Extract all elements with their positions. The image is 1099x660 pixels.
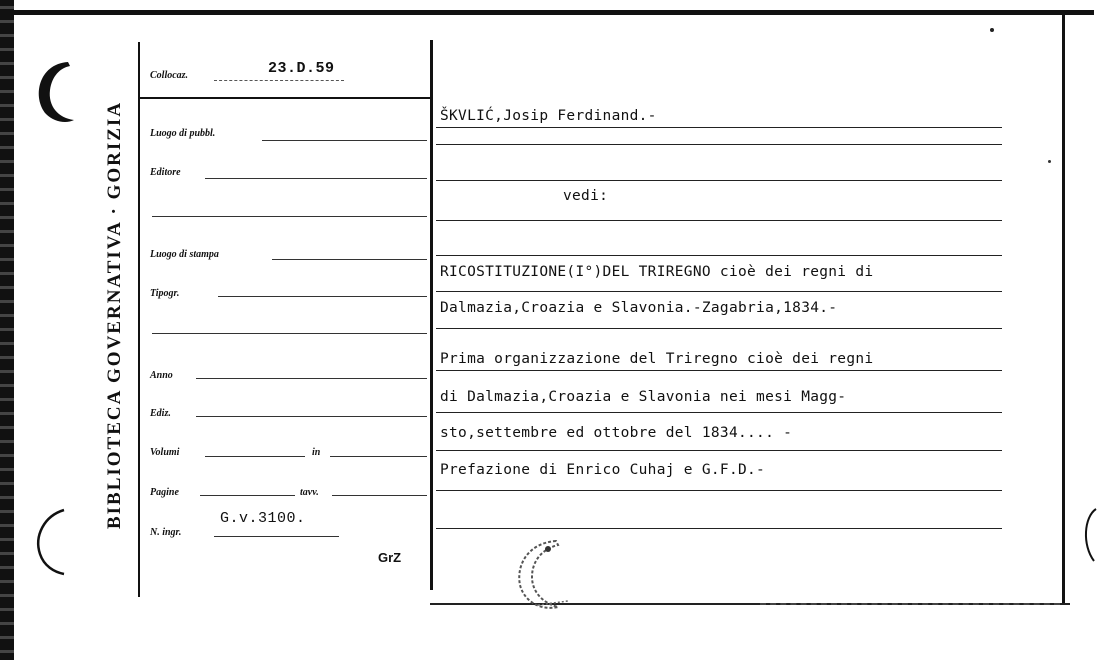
card-top-border — [14, 10, 1094, 15]
n-ingr-label: N. ingr. — [150, 527, 182, 538]
tipografia-label: Tipogr. — [150, 288, 180, 299]
tavv-line — [332, 495, 427, 496]
header-separator — [140, 97, 430, 99]
rule-1 — [436, 127, 1002, 128]
speck — [990, 28, 994, 32]
rule-10 — [436, 450, 1002, 451]
editore-label: Editore — [150, 167, 181, 178]
crescent-hook-bottom-icon — [26, 508, 76, 578]
entry-line-3: Prima organizzazione del Triregno cioè dei regni — [440, 351, 874, 367]
rule-3 — [436, 180, 1002, 181]
in-label: in — [312, 447, 321, 458]
rule-4 — [436, 220, 1002, 221]
entry-line-2: Dalmazia,Croazia e Slavonia.-Zagabria,1834.- — [440, 300, 838, 316]
volumi-line — [205, 456, 305, 457]
entry-line-5: sto,settembre ed ottobre del 1834.... - — [440, 425, 793, 441]
rule-6 — [436, 291, 1002, 292]
entry-line-4: di Dalmazia,Croazia e Slavonia nei mesi Magg- — [440, 389, 847, 405]
anno-label: Anno — [150, 370, 173, 381]
collocazione-label: Collocaz. — [150, 70, 189, 81]
speck — [1048, 160, 1051, 163]
tavv-label: tavv. — [300, 487, 319, 498]
card-right-border — [1062, 14, 1065, 604]
pagine-line — [200, 495, 295, 496]
rule-5 — [436, 255, 1002, 256]
n-ingr-line — [214, 536, 339, 537]
ediz-line — [196, 416, 427, 417]
pagine-label: Pagine — [150, 487, 179, 498]
rule-7 — [436, 328, 1002, 329]
crescent-hook-top-icon — [28, 58, 78, 128]
luogo-pubbl-label: Luogo di pubbl. — [150, 128, 216, 139]
luogo-pubbl-line — [262, 140, 427, 141]
volumi-label: Volumi — [150, 447, 180, 458]
bottom-dashed-edge — [760, 603, 1060, 605]
rule-11 — [436, 490, 1002, 491]
library-title: BIBLIOTECA GOVERNATIVA · GORIZIA — [104, 100, 125, 530]
tipografia-line — [218, 296, 427, 297]
in-line — [330, 456, 427, 457]
luogo-stampa-line — [272, 259, 427, 260]
left-column-divider — [138, 42, 140, 597]
tipografia-line-2 — [152, 333, 427, 334]
entry-line-1: RICOSTITUZIONE(I°)DEL TRIREGNO cioè dei regni di — [440, 264, 874, 280]
rule-8 — [436, 370, 1002, 371]
ediz-label: Ediz. — [150, 408, 171, 419]
rule-2 — [436, 144, 1002, 145]
rule-12 — [436, 528, 1002, 529]
author-heading: ŠKVLIĆ,Josip Ferdinand.- — [440, 108, 657, 124]
collocazione-value: 23.D.59 — [268, 60, 335, 77]
entry-line-6: Prefazione di Enrico Cuhaj e G.F.D.- — [440, 462, 766, 478]
rule-9 — [436, 412, 1002, 413]
luogo-stampa-label: Luogo di stampa — [150, 249, 219, 260]
editore-line-2 — [152, 216, 427, 217]
anno-line — [196, 378, 427, 379]
stamp-code: GrZ — [378, 550, 402, 565]
collocazione-line — [214, 80, 344, 81]
card-left-edge — [0, 0, 14, 660]
n-ingr-value: G.v.3100. — [220, 510, 306, 527]
middle-column-divider — [430, 40, 433, 590]
crescent-hook-right-icon — [1078, 505, 1098, 565]
vedi-label: vedi: — [563, 188, 609, 204]
library-stamp-icon — [508, 535, 578, 615]
editore-line — [205, 178, 427, 179]
